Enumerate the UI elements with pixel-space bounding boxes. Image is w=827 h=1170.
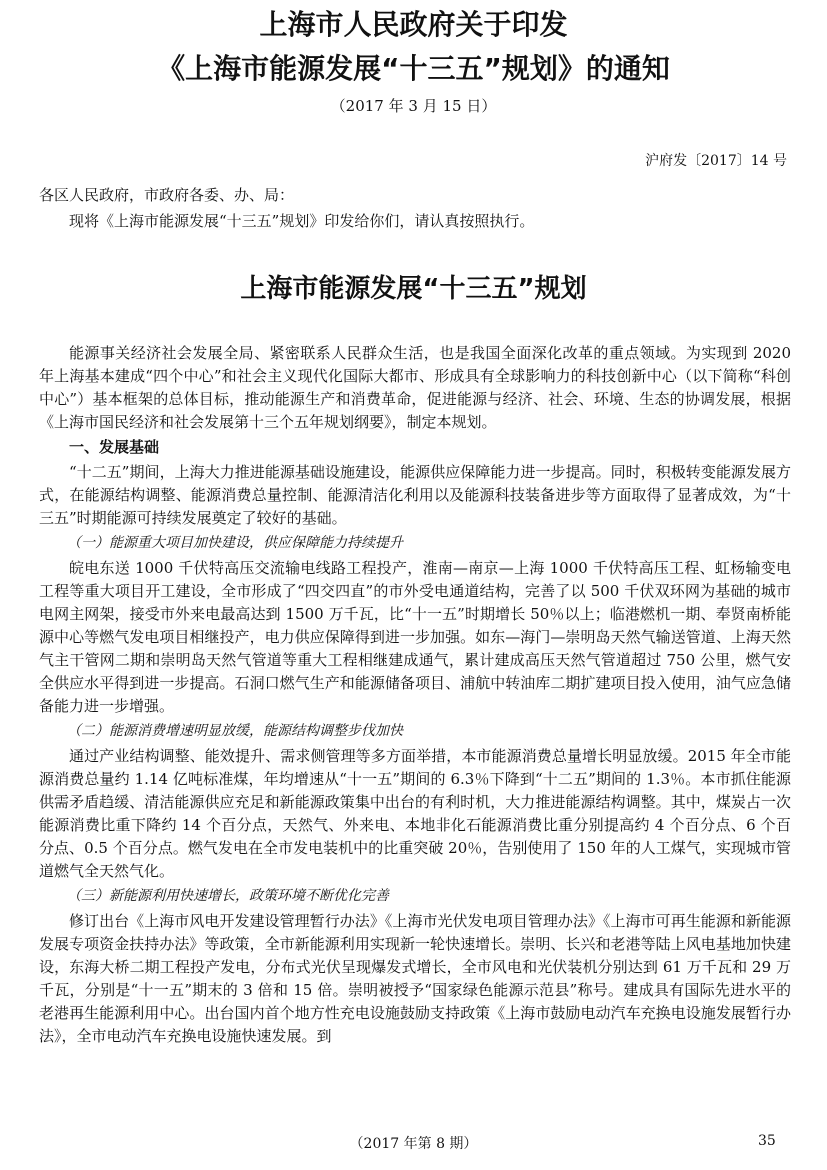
plan-title: 上海市能源发展“十三五”规划 <box>240 274 587 304</box>
section-heading: 一、发展基础 <box>69 438 160 456</box>
subsection-heading: （三）新能源利用快速增长，政策环境不断优化完善 <box>67 888 389 904</box>
footer-issue: （2017 年第 8 期） <box>349 1136 478 1152</box>
notice-body: 现将《上海市能源发展“十三五”规划》印发给你们，请认真按照执行。 <box>69 212 535 230</box>
subsection-heading: （一）能源重大项目加快建设，供应保障能力持续提升 <box>67 535 403 551</box>
subsection-heading: （二）能源消费增速明显放缓，能源结构调整步伐加快 <box>67 723 403 739</box>
salutation: 各区人民政府，市政府各委、办、局： <box>39 186 295 204</box>
paragraph: 修订出台《上海市风电开发建设管理暂行办法》《上海市光伏发电项目管理办法》《上海市可再生能源和新能源发展专项资金扶持办法》等政策，全市新能源利用实现新一轮快速增长。崇明、长兴和老港等陆上风电基地加快建设，东海大桥二期工程投产发电，分布式光伏呈现爆发式增长，全市风电和光伏装机分别达到 61 万千瓦和 29 万千瓦，分别是“十一五”期末的 3 倍和 15 倍。崇明被授予“国家绿色能源示范县”称号。建成具有国际先进水平的老港再生能源利用中心。出台国内首个地方性充电设施鼓励支持政策《上海市鼓励电动汽车充换电设施发展暂行办法》，全市电动汽车充换电设施快速发展。到 <box>39 912 791 1045</box>
plan-content <box>39 342 791 1050</box>
notice-title-line-2: 《上海市能源发展“十三五”规划》的通知 <box>157 52 670 85</box>
notice-title-line-1: 上海市人民政府关于印发 <box>259 8 568 41</box>
intro-paragraph: 能源事关经济社会发展全局、紧密联系人民群众生活，也是我国全面深化改革的重点领域。为实现到 2020 年上海基本建成“四个中心”和社会主义现代化国际大都市、形成具有全球影响力的科技创新中心（以下简称“科创中心”）基本框架的总体目标，推动能源生产和消费革命，促进能源与经济、社会、环境、生态的协调发展，根据《上海市国民经济和社会发展第十三个五年规划纲要》，制定本规划。 <box>39 344 791 431</box>
paragraph: 皖电东送 1000 千伏特高压交流输电线路工程投产，淮南—南京—上海 1000 千伏特高压工程、虹杨输变电工程等重大项目开工建设，全市形成了“四交四直”的市外受电通道结构，完善了以 500 千伏双环网为基础的城市电网主网架，接受市外来电最高达到 1500 万千瓦，比“十一五”时期增长 50％以上；临港燃机一期、奉贤南桥能源中心等燃气发电项目相继投产，电力供应保障得到进一步加强。如东—海门—崇明岛天然气输送管道、上海天然气主干管网二期和崇明岛天然气管道等重大工程相继建成通气，累计建成高压天然气管道超过 750 公里，燃气安全供应水平得到进一步提高。石洞口燃气生产和能源储备项目、浦航中转油库二期扩建项目投入使用，油气应急储备能力进一步增强。 <box>39 559 791 715</box>
paragraph: 通过产业结构调整、能效提升、需求侧管理等多方面举措，本市能源消费总量增长明显放缓。2015 年全市能源消费总量约 1.14 亿吨标准煤，年均增速从“十一五”期间的 6.3％下降到“十二五”期间的 1.3％。本市抓住能源供需矛盾趋缓、清洁能源供应充足和新能源政策集中出台的有利时机，大力推进能源结构调整。其中，煤炭占一次能源消费比重下降约 14 个百分点，天然气、外来电、本地非化石能源消费比重分别提高约 4 个百分点、6 个百分点、0.5 个百分点。燃气发电在全市发电装机中的比重突破 20％，告别使用了 150 年的人工煤气，实现城市管道燃气全天然气化。 <box>39 747 791 880</box>
document-number: 沪府发〔2017〕14 号 <box>645 153 787 169</box>
issue-date: （2017 年 3 月 15 日） <box>330 97 497 115</box>
page-number: 35 <box>758 1133 776 1149</box>
paragraph: “十二五”期间，上海大力推进能源基础设施建设，能源供应保障能力进一步提高。同时，积极转变能源发展方式，在能源结构调整、能源消费总量控制、能源清洁化利用以及能源科技装备进步等方面取得了显著成效，为“十三五”时期能源可持续发展奠定了较好的基础。 <box>39 463 791 527</box>
